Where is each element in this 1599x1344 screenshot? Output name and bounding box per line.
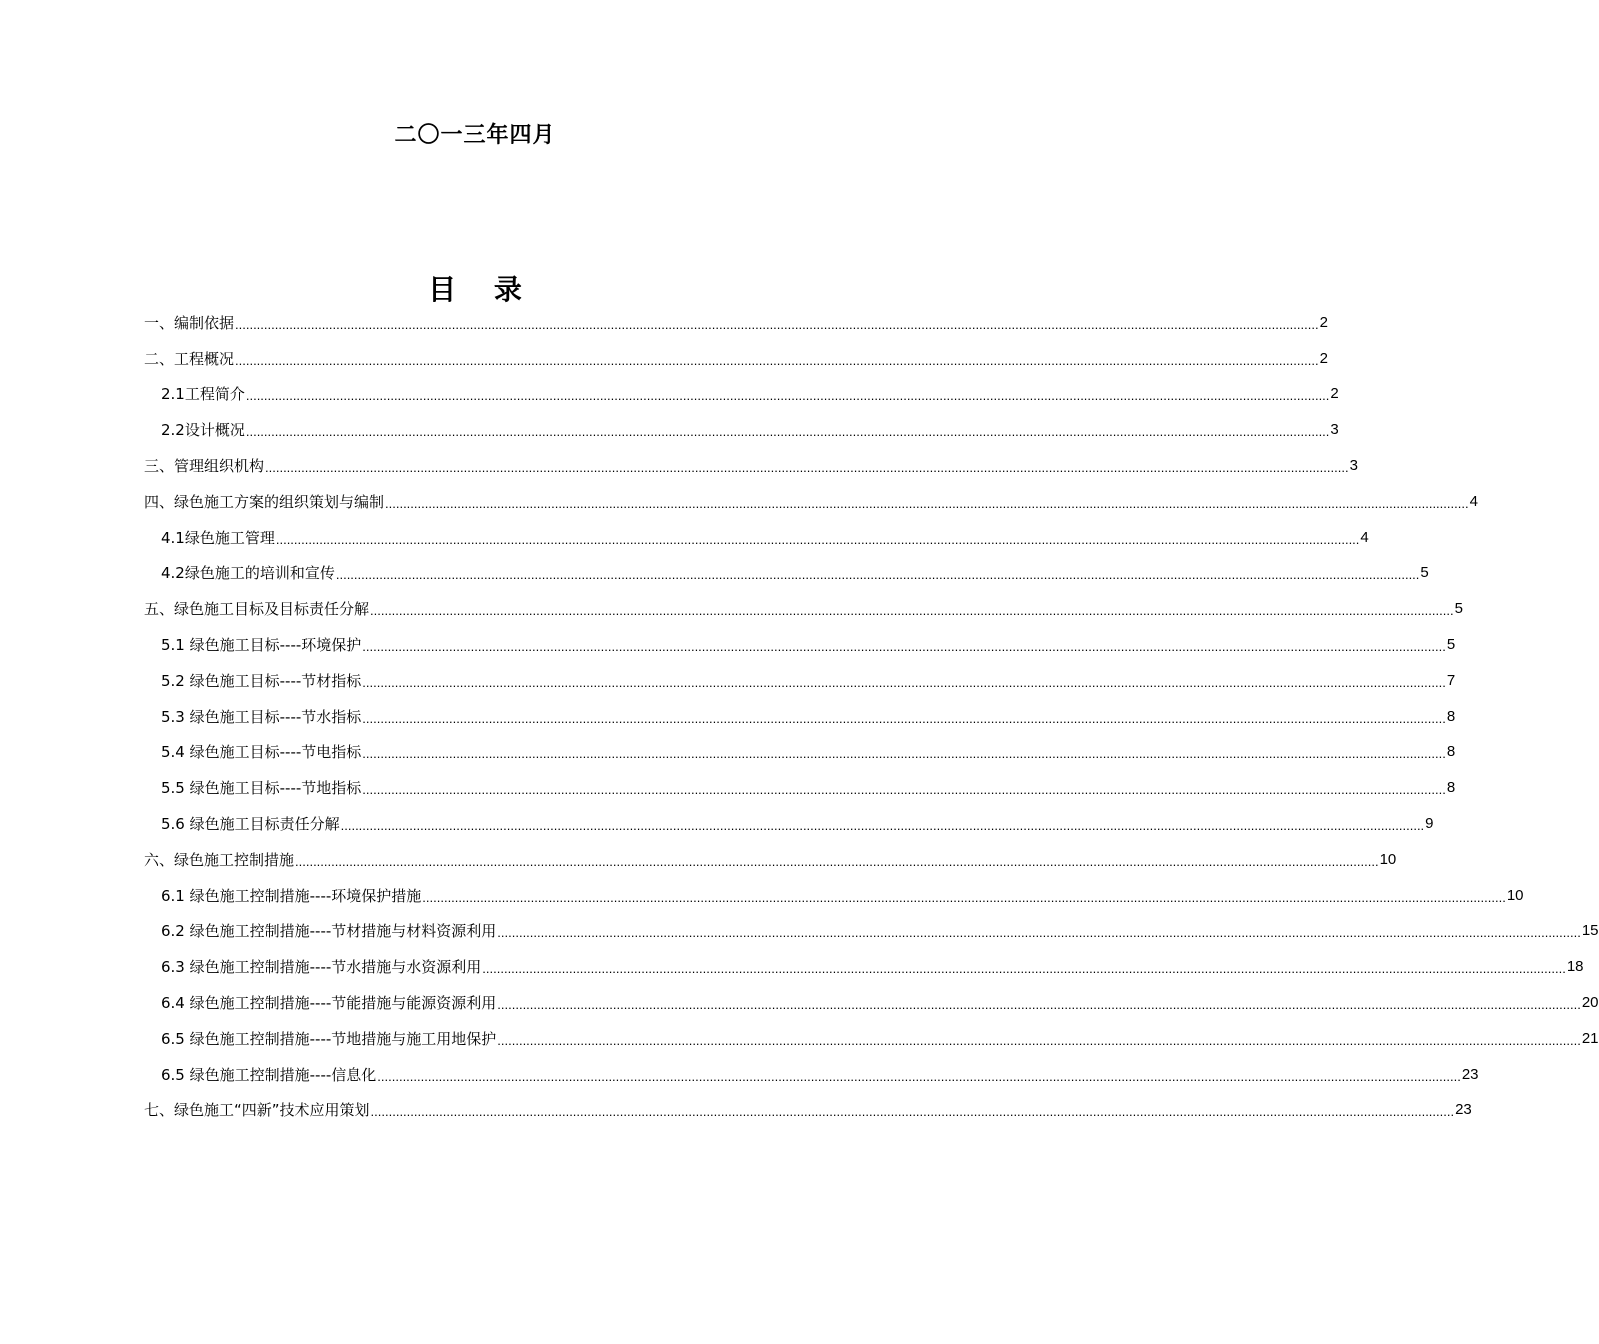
toc-entry[interactable] [144,806,1434,842]
toc-entry[interactable] [144,878,1524,914]
toc-entry[interactable] [144,1021,1599,1057]
toc-entry-page: 5 [1446,636,1456,654]
toc-entry-label: 4.1绿色施工管理 [161,528,275,547]
toc-leader-dots: ............................................................................................................................................................................................................................................................................................................ [482,961,1566,977]
toc-entry[interactable] [144,305,1328,341]
toc-leader-dots: ............................................................................................................................................................................................................................................................................................................ [362,782,1446,798]
toc-leader-dots: ............................................................................................................................................................................................................................................................................................................ [370,603,1454,619]
document-date: 二〇一三年四月 [394,123,556,148]
toc-leader-dots: ............................................................................................................................................................................................................................................................................................................ [335,567,1420,583]
toc-entry[interactable] [144,1057,1479,1093]
toc-entry-page: 5 [1454,600,1463,618]
toc-entry-page: 8 [1446,743,1456,761]
toc-entry-label: 6.1 绿色施工控制措施----环境保护措施 [161,886,422,905]
toc-leader-dots: ............................................................................................................................................................................................................................................................................................................ [497,997,1581,1013]
toc-leader-dots: ............................................................................................................................................................................................................................................................................................................ [497,925,1581,941]
toc-leader-dots: ............................................................................................................................................................................................................................................................................................................ [235,352,1319,368]
toc-entry-page: 23 [1455,1101,1472,1119]
toc-entry-label: 6.4 绿色施工控制措施----节能措施与能源资源利用 [161,994,497,1013]
toc-entry-page: 20 [1581,994,1599,1012]
toc-leader-dots: ............................................................................................................................................................................................................................................................................................................ [385,495,1469,511]
toc-entry[interactable] [144,520,1369,556]
toc-entry[interactable] [144,377,1339,413]
toc-entry-label: 五、绿色施工目标及目标责任分解 [144,600,370,619]
toc-leader-dots: ............................................................................................................................................................................................................................................................................................................ [362,710,1446,726]
toc-entry-page: 2 [1319,349,1328,367]
toc-entry[interactable] [144,556,1429,592]
toc-entry-page: 3 [1349,457,1358,475]
toc-entry-label: 6.5 绿色施工控制措施----信息化 [161,1065,377,1084]
toc-entry[interactable] [144,985,1599,1021]
toc-leader-dots: ............................................................................................................................................................................................................................................................................................................ [422,889,1506,905]
toc-entry-page: 10 [1379,850,1397,868]
toc-leader-dots: ............................................................................................................................................................................................................................................................................................................ [377,1068,1461,1084]
toc-entry-label: 6.3 绿色施工控制措施----节水措施与水资源利用 [161,958,482,977]
toc-entry[interactable] [144,770,1456,806]
toc-entry-label: 5.2 绿色施工目标----节材指标 [161,671,362,690]
toc-entry-label: 七、绿色施工“四新”技术应用策划 [144,1101,370,1120]
toc-entry[interactable] [144,699,1456,735]
toc-entry-label: 三、管理组织机构 [144,457,265,476]
toc-entry-page: 4 [1469,492,1478,510]
toc-entry-label: 6.2 绿色施工控制措施----节材措施与材料资源利用 [161,922,497,941]
toc-entry-label: 2.1工程简介 [161,385,245,404]
toc-entry[interactable] [144,627,1456,663]
toc-entry-page: 23 [1461,1065,1479,1083]
toc-leader-dots: ............................................................................................................................................................................................................................................................................................................ [295,853,1379,869]
toc-entry-label: 2.2设计概况 [161,421,245,440]
toc-entry-page: 4 [1360,528,1369,546]
toc-leader-dots: ............................................................................................................................................................................................................................................................................................................ [265,460,1349,476]
toc-entry[interactable] [144,842,1397,878]
toc-entry-page: 5 [1420,564,1429,582]
toc-entry-page: 7 [1446,671,1456,689]
toc-entry-page: 10 [1506,886,1524,904]
toc-entry-label: 6.5 绿色施工控制措施----节地措施与施工用地保护 [161,1029,497,1048]
toc-entry-label: 5.3 绿色施工目标----节水指标 [161,707,362,726]
toc-leader-dots: ............................................................................................................................................................................................................................................................................................................ [497,1032,1581,1048]
toc-entry-label: 四、绿色施工方案的组织策划与编制 [144,492,385,511]
toc-entry-page: 8 [1446,779,1456,797]
toc-entry[interactable] [144,735,1456,771]
toc-entry[interactable] [144,663,1456,699]
toc-leader-dots: ............................................................................................................................................................................................................................................................................................................ [245,424,1330,440]
toc-entry[interactable] [144,341,1328,377]
toc-entry-label: 二、工程概况 [144,349,235,368]
toc-leader-dots: ............................................................................................................................................................................................................................................................................................................ [362,746,1446,762]
toc-entry-label: 5.4 绿色施工目标----节电指标 [161,743,362,762]
toc-entry[interactable] [144,484,1478,520]
toc-entry-label: 5.6 绿色施工目标责任分解 [161,815,340,834]
toc-entry-page: 15 [1581,922,1599,940]
toc-entry-page: 9 [1425,815,1434,833]
table-of-contents [144,305,1599,1128]
toc-leader-dots: ............................................................................................................................................................................................................................................................................................................ [362,674,1446,690]
toc-entry-page: 18 [1566,958,1584,976]
toc-entry-label: 5.5 绿色施工目标----节地指标 [161,779,362,798]
toc-entry[interactable] [144,1093,1472,1129]
toc-leader-dots: ............................................................................................................................................................................................................................................................................................................ [362,639,1446,655]
toc-entry-label: 六、绿色施工控制措施 [144,850,295,869]
toc-entry-page: 2 [1319,313,1328,331]
toc-entry-label: 一、编制依据 [144,313,235,332]
toc-entry[interactable] [144,412,1339,448]
toc-leader-dots: ............................................................................................................................................................................................................................................................................................................ [245,388,1330,404]
toc-leader-dots: ............................................................................................................................................................................................................................................................................................................ [340,818,1425,834]
toc-title: 目 录 [428,273,536,306]
toc-leader-dots: ............................................................................................................................................................................................................................................................................................................ [370,1104,1455,1120]
toc-entry-label: 5.1 绿色施工目标----环境保护 [161,636,362,655]
toc-entry[interactable] [144,448,1358,484]
toc-entry[interactable] [144,591,1463,627]
toc-entry-page: 3 [1330,421,1339,439]
toc-entry-page: 8 [1446,707,1456,725]
toc-entry-label: 4.2绿色施工的培训和宣传 [161,564,335,583]
toc-leader-dots: ............................................................................................................................................................................................................................................................................................................ [235,316,1319,332]
toc-entry-page: 2 [1330,385,1339,403]
toc-leader-dots: ............................................................................................................................................................................................................................................................................................................ [275,531,1360,547]
toc-entry-page: 21 [1581,1029,1599,1047]
toc-entry[interactable] [144,949,1584,985]
toc-entry[interactable] [144,914,1599,950]
